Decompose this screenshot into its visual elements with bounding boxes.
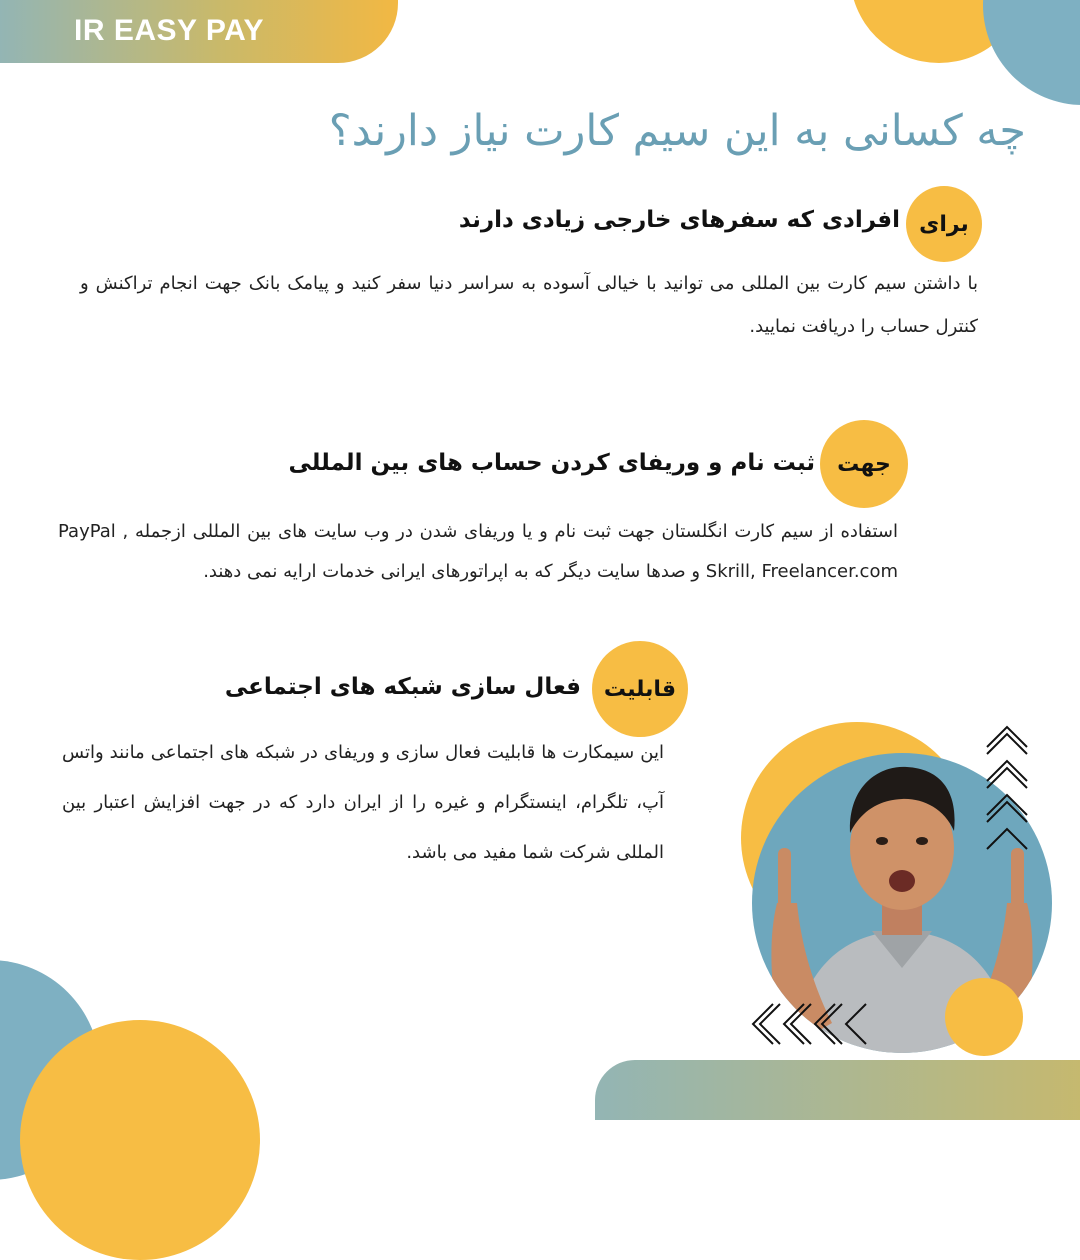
section-2-badge xyxy=(820,420,908,508)
section-1-badge xyxy=(906,186,982,262)
decor-circle-blue-top xyxy=(983,0,1080,105)
decor-circle-yellow-bottom-left xyxy=(20,1020,260,1260)
chevron-up-stack-icon xyxy=(984,723,1030,855)
section-1-body: با داشتن سیم کارت بین المللی می توانید با خیالی آسوده به سراسر دنیا سفر کنید و پیامک بانک جهت انجام تراکنش و کنترل حساب را دریافت نمایید. xyxy=(80,273,978,337)
section-3-body: این سیمکارت ها قابلیت فعال سازی و وریفای در شبکه های اجتماعی مانند واتس آپ، تلگرام، اینستگرام و غیره را از ایران دارد که در جهت افزایش اعتبار بین المللی شرکت شما مفید می باشد. xyxy=(62,742,664,863)
section-2-heading: ثبت نام و وریفای کردن حساب های بین المللی xyxy=(288,450,815,476)
section-2-body: استفاده از سیم کارت انگلستان جهت ثبت نام و یا وریفای شدن در وب سایت های بین المللی ازجمله PayPal , Skrill, Freelancer.com و صدها سایت دیگر که به اپراتورهای ایرانی خدمات ارایه نمی دهند. xyxy=(58,521,899,582)
section-1-heading: افرادی که سفرهای خارجی زیادی دارند xyxy=(458,207,900,233)
section-2-badge-label: جهت xyxy=(837,451,891,477)
decor-bar-bottom xyxy=(595,1060,1080,1120)
section-3-badge-label: قابلیت xyxy=(603,676,677,702)
page-title: چه کسانی به این سیم کارت نیاز دارند؟ xyxy=(328,106,1026,156)
section-3-heading: فعال سازی شبکه های اجتماعی xyxy=(224,674,581,700)
brand-name: IR EASY PAY xyxy=(74,14,265,47)
chevron-left-stack-icon xyxy=(749,1000,873,1048)
decor-circle-yellow-small xyxy=(945,978,1023,1056)
section-3-badge xyxy=(592,641,688,737)
section-1-badge-label: برای xyxy=(919,211,969,237)
